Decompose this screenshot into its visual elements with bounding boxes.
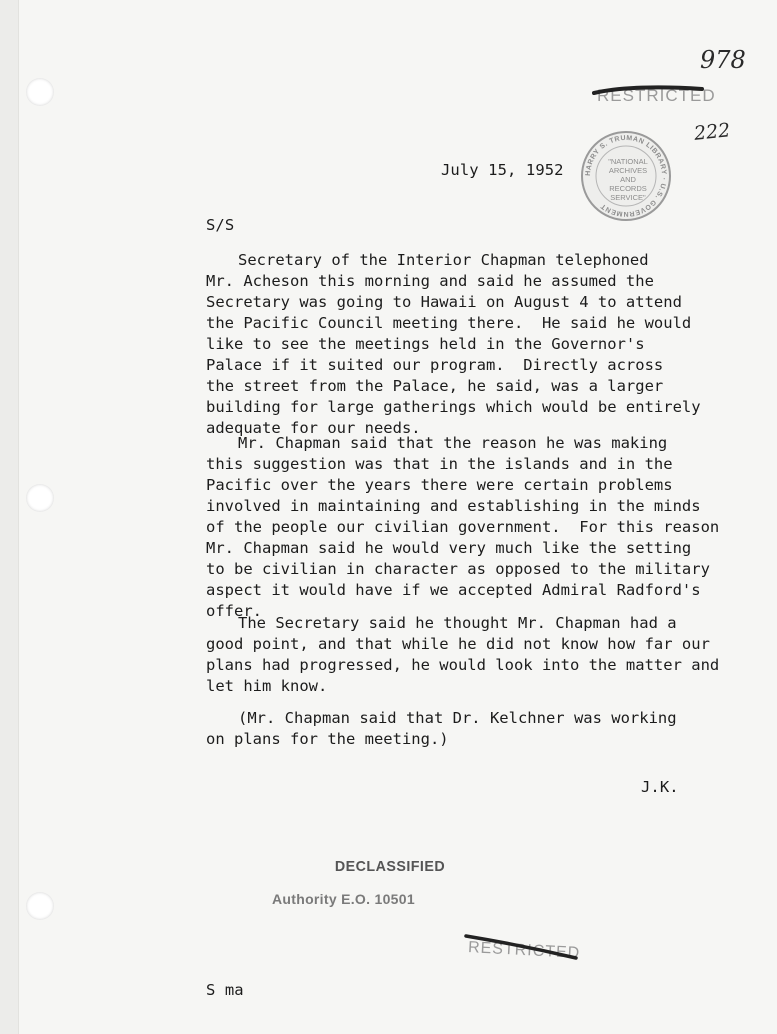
paragraph-line: good point, and that while he did not know how far our [206,635,710,653]
authority-stamp: Authority E.O. 10501 [272,891,415,907]
paragraph-line: aspect it would have if we accepted Admiral Radford's [206,581,701,599]
seal-outer-text: HARRY S. TRUMAN LIBRARY · U.S. GOVERNMENT [584,134,668,218]
paragraph-line: on plans for the meeting.) [206,730,449,748]
paragraph-2 [206,433,719,622]
paragraph-line: offer. [206,602,262,620]
handwritten-page-number: 978 [700,46,746,74]
paragraph-line: like to see the meetings held in the Governor's [206,335,645,353]
paragraph-line: let him know. [206,677,328,695]
strike-through-line-bottom [462,930,582,964]
paragraph-line: The Secretary said he thought Mr. Chapman had a [238,614,677,632]
punch-hole-top [26,78,54,106]
seal-inner-text: "NATIONAL ARCHIVES AND RECORDS SERVICE" [608,157,648,202]
paragraph-line: (Mr. Chapman said that Dr. Kelchner was working [238,709,677,727]
paragraph-line: Pacific over the years there were certain problems [206,476,673,494]
paragraph-line: the Pacific Council meeting there. He said he would [206,314,692,332]
memo-addressee: S/S [206,216,235,234]
paragraph-line: Mr. Chapman said he would very much like the setting [206,539,692,557]
paragraph-1 [206,250,701,439]
declassified-stamp: DECLASSIFIED [334,858,446,875]
memo-date: July 15, 1952 [441,161,564,179]
paragraph-line: Secretary of the Interior Chapman telephoned [238,251,649,269]
paragraph-line: to be civilian in character as opposed to the military [206,560,710,578]
page-edge [0,0,19,1034]
handwritten-file-number: 222 [692,119,732,145]
paragraph-4 [206,708,677,750]
paragraph-line: building for large gatherings which would be entirely [206,398,701,416]
punch-hole-bottom [26,892,54,920]
restricted-stamp-top: RESTRICTED [597,86,716,105]
paragraph-3 [206,613,719,697]
paragraph-line: plans had progressed, he would look into the matter and [206,656,720,674]
paragraph-line: Palace if it suited our program. Directly across [206,356,664,374]
author-initials: J.K. [641,778,679,796]
paragraph-line: Secretary was going to Hawaii on August 4 to attend [206,293,682,311]
paragraph-line: involved in maintaining and establishing in the minds [206,497,701,515]
footer-code: S ma [206,981,244,999]
restricted-stamp-bottom: RESTRICTED [467,939,581,962]
paragraph-line: of the people our civilian government. For this reason [206,518,720,536]
paragraph-line: Mr. Chapman said that the reason he was making [238,434,668,452]
strike-through-line-top [590,80,710,100]
paragraph-line: Mr. Acheson this morning and said he assumed the [206,272,654,290]
paragraph-line: the street from the Palace, he said, was a larger [206,377,664,395]
paragraph-line: this suggestion was that in the islands and in the [206,455,673,473]
punch-hole-middle [26,484,54,512]
paragraph-line: adequate for our needs. [206,419,421,437]
